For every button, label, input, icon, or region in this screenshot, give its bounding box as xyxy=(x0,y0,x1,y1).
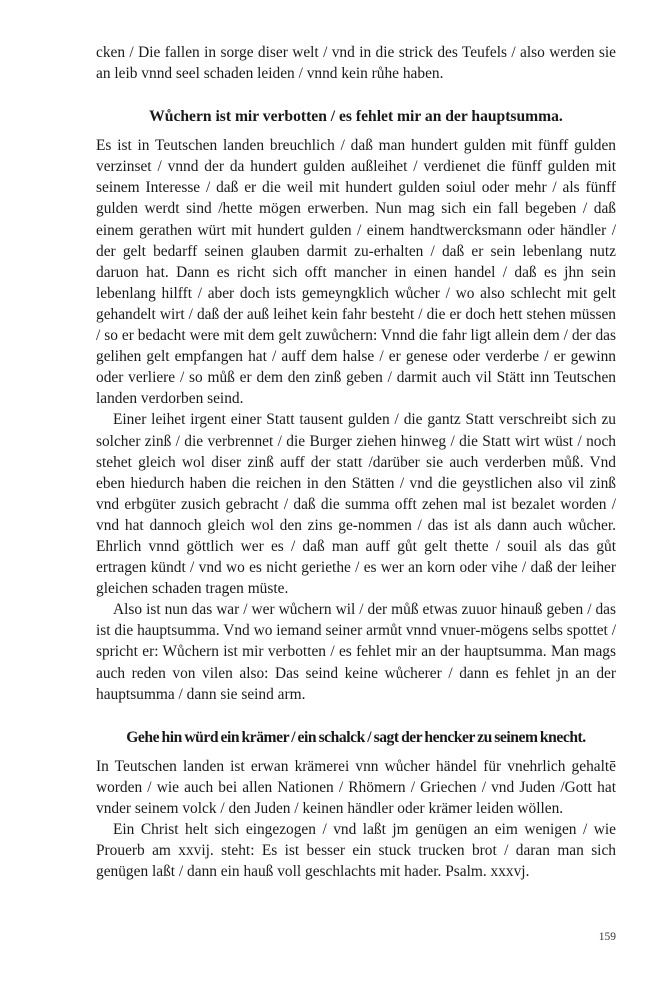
section2-paragraph-2: Ein Christ helt sich eingezogen / vnd laßt jm genügen an eim wenigen / wie Prouerb am xxvij. steht: Es ist besser ein stuck trucken brot / daran man sich genügen laßt / dann ein hauß voll geschlachts mit hader. Psalm. xxxvj. xyxy=(96,821,616,881)
section-heading-2: Gehe hin würd ein krämer / ein schalck / sagt der hencker zu seinem knecht. xyxy=(126,728,586,746)
page-text xyxy=(96,42,616,882)
section-heading-1: Wůchern ist mir verbotten / es fehlet mir an der hauptsumma. xyxy=(149,108,563,126)
section2-paragraph-1: In Teutschen landen ist erwan krämerei vnn wůcher händel für vnehrlich gehaltē worden / wie auch bei allen Nationen / Rhömern / Griechen / vnd Juden /Gott hat vnder seinem volck / den Juden / keinen händler oder krämer leiden wöllen. xyxy=(96,757,616,817)
section1-paragraph-1: Es ist in Teutschen landen breuchlich / daß man hundert gulden mit fünff gulden verzinset / vnnd der da hundert gulden außleihet / verdienet die fünff gulden mit seinem Interesse / daß er die weil mit hundert gulden soiul oder mehr / als fünff gulden werdt sind /hette mögen erwerben. Nun mag sich ein fall begeben / daß einem gerathen würt mit hundert gulden / einem handtwercksmann oder händler / der gelt bedarff seinen glauben darmit zu-erhalten / daß er sein lebenlang nutz daruon hat. Dann es richt sich offt mancher in einen handel / daß es jhn sein lebenlang hilfft / aber doch ists gemeyngklich wůcher / wo also schlecht mit gelt gehandelt wirt / daß der auß leihet kein fahr besteht / die er doch hett stehen müssen / so er bedacht were mit dem gelt zuwůchern: Vnnd die fahr ligt allein dem / der das gelihen gelt empfangen hat / auff dem halse / er genese oder verderbe / er gewinn oder verliere / so můß er dem den zinß geben / darmit auch vil Stätt inn Teutschen landen verdorben seind. xyxy=(96,137,616,408)
section1-paragraph-2: Einer leihet irgent einer Statt tausent gulden / die gantz Statt verschreibt sich zu solcher zinß / die verbrennet / die Burger ziehen hinweg / die Statt wirt wüst / noch stehet gleich wol diser zinß auff der statt /darüber sie auch verderben můß. Vnd eben hiedurch haben die reichen in den Stätten / vnd die geystlichen also vil zinß vnd erbgüter zusich gebracht / daß die summa offt zehen mal ist bezalet worden / vnd hat dannoch gleich wol den zins ge-nommen / das ist als dann auch wůcher. Ehrlich vnnd göttlich wer es / daß man auff gůt gelt thette / souil als das gůt ertragen kündt / vnd wo es nicht geriethe / es wer an korn oder vihe / daß der leiher gleichen schaden tragen müste. xyxy=(96,411,616,598)
opening-paragraph: cken / Die fallen in sorge diser welt / vnd in die strick des Teufels / also werden sie an leib vnnd seel schaden leiden / vnnd kein růhe haben. xyxy=(96,44,616,83)
section1-paragraph-3: Also ist nun das war / wer wůchern wil / der můß etwas zuuor hinauß geben / das ist die hauptsumma. Vnd wo iemand seiner armůt vnnd vnuer-mögens selbs spottet / spricht er: Wůchern ist mir verbotten / es fehlet mir an der hauptsumma. Man mags auch reden von vilen also: Das seind keine wůcherer / dann es fehlet jn an der hauptsumma / dann sie seind arm. xyxy=(96,601,616,703)
page-number: 159 xyxy=(598,931,616,943)
